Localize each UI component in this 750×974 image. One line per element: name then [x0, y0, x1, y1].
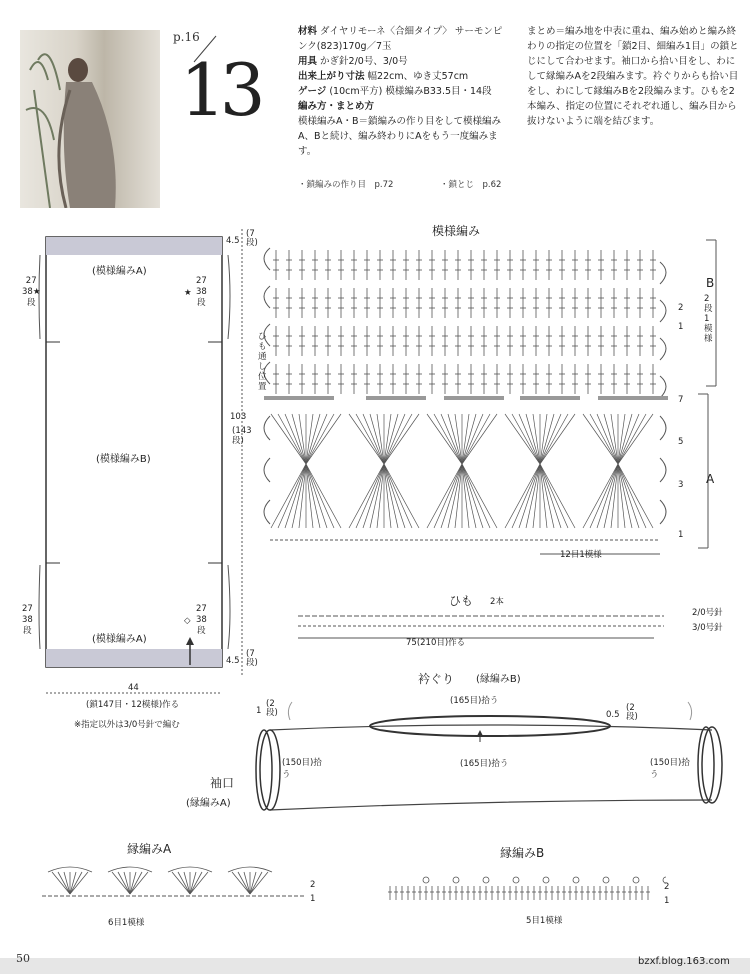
left-rows-top: 27 38★ 段	[22, 276, 41, 308]
himo-chart	[294, 608, 694, 648]
himo-length: 75(210目)作る	[406, 638, 466, 648]
height-top-rows: (7段)	[246, 229, 258, 248]
left-rows-bottom: 27 38 段	[22, 604, 33, 636]
row-num-A7: 7	[678, 395, 684, 405]
size-text: 幅22cm、ゆき丈57cm	[367, 71, 469, 82]
method-label: 編み方・まとめ方	[298, 101, 375, 112]
cuff-rows-paren: (2段)	[266, 699, 278, 718]
edging-a-row-1: 1	[310, 894, 316, 904]
edging-b-title: 縁編みB	[500, 846, 545, 860]
neck-rows: 0.5	[606, 710, 620, 720]
tools-text: かぎ針2/0号、3/0号	[320, 56, 408, 67]
edging-a-repeat: 6目1模様	[108, 918, 145, 928]
neck-pickup-top: (165目)拾う	[450, 696, 499, 706]
himo-count: 2本	[490, 597, 504, 607]
height-bottom-cm: 4.5	[226, 656, 240, 666]
chart-section-A: A	[706, 472, 715, 486]
himo-needle-1: 3/0号針	[692, 623, 723, 633]
himo-position-label: ひも通し位置	[258, 332, 267, 392]
row-num-B2: 2	[678, 303, 684, 313]
edge-band-top	[46, 237, 222, 255]
cuff-subtitle: (縁編みA)	[186, 798, 231, 809]
photo-illustration	[20, 30, 160, 208]
star-mark: ★	[184, 288, 192, 298]
finish-text: まとめ＝編み地を中表に重ね、編み始めと編み終わりの指定の位置を「鎖2目、細編み1目」の鎖とじにして合わせます。袖口から拾い目をし、わにして縁編みAを2段編みます。衿ぐりからも拾い目をし、わにして縁編みBを2段編みます。ひもを2本編み、指定の位置にそれぞれ通し、編み目から抜けないように端を結びます。	[527, 26, 739, 127]
gauge-label: ゲージ	[298, 86, 327, 97]
edging-b-repeat: 5目1模様	[526, 916, 563, 926]
chart-section-B-repeat: 2段1模様	[704, 294, 713, 344]
right-rows-bottom: 27 38 段	[196, 604, 207, 636]
chart-section-B: B	[706, 276, 715, 290]
height-total-cm: 103	[230, 412, 247, 422]
method-text: 模様編みA・B＝鎖編みの作り目をして模様編みA、Bと続け、編み終わりにAをもう一度編みます。	[298, 116, 502, 157]
row-num-A5: 5	[678, 437, 684, 447]
row-num-B1: 1	[678, 322, 684, 332]
main-stitch-chart	[250, 238, 720, 568]
height-top-cm: 4.5	[226, 236, 240, 246]
edging-a-row-2: 2	[310, 880, 316, 890]
edging-b-chart	[386, 870, 666, 910]
ref-chain-start: ・鎖編みの作り目 p.72	[298, 180, 394, 190]
materials-text: ダイヤリモーネ〈合細タイプ〉 サーモンピンク(823)170g／7玉	[298, 26, 503, 52]
size-label: 出来上がり寸法	[298, 71, 365, 82]
row-num-A1: 1	[678, 530, 684, 540]
himo-position-bars	[264, 396, 668, 400]
model-photo	[20, 30, 160, 208]
watermark-url: bzxf.blog.163.com	[638, 956, 730, 967]
schematic-label-bottom: (模様編みA)	[92, 634, 147, 645]
edging-b-row-2: 2	[664, 882, 670, 892]
needle-note: ※指定以外は3/0号針で編む	[74, 720, 180, 730]
materials-block	[298, 24, 506, 159]
gauge-text: (10cm平方) 模様編みB33.5目・14段	[329, 86, 492, 97]
row-num-A3: 3	[678, 480, 684, 490]
schematic-label-middle: (模様編みB)	[96, 454, 151, 465]
ref-chain-join: ・鎖とじ p.62	[440, 180, 502, 190]
cuff-rows: 1	[256, 706, 262, 716]
edging-b-row-1: 1	[664, 896, 670, 906]
himo-title: ひも	[449, 594, 474, 608]
height-total-rows: (143段)	[232, 426, 252, 446]
chart-columns-B	[273, 250, 656, 394]
diamond-mark: ◇	[184, 616, 191, 626]
edge-band-bottom	[46, 649, 222, 667]
right-rows-top: 27 38 段	[196, 276, 207, 308]
edging-a-title: 縁編みA	[127, 842, 172, 856]
assembly-drawing	[250, 690, 730, 820]
neck-rows-paren: (2段)	[626, 703, 638, 722]
chart-grid-B	[273, 250, 656, 394]
neck-pickup-bottom: (165目)拾う	[460, 759, 509, 769]
cuff-pickup-right: (150目)拾う	[650, 758, 690, 780]
page-number: 50	[16, 952, 30, 965]
cuff-title: 袖口	[210, 776, 235, 790]
main-chart-title: 模様編み	[432, 224, 481, 238]
chart-fans-A	[271, 414, 653, 528]
cuff-pickup-left: (150目)拾う	[282, 758, 322, 780]
width-note: (鎖147目・12模様)作る	[86, 700, 180, 710]
tools-label: 用具	[298, 56, 318, 67]
neck-title: 衿ぐり	[418, 672, 455, 686]
materials-label: 材料	[298, 26, 318, 37]
height-bottom-rows: (7段)	[246, 649, 258, 668]
edging-a-chart	[40, 862, 310, 910]
pattern-number: 13	[180, 48, 260, 132]
himo-needle-2: 2/0号針	[692, 608, 723, 618]
schematic-label-top: (模様編みA)	[92, 266, 147, 277]
width-cm: 44	[128, 683, 139, 693]
page-reference: p.16	[173, 30, 200, 44]
neck-subtitle: (縁編みB)	[476, 674, 521, 685]
chart-repeat-label: 12目1模様	[560, 550, 602, 560]
